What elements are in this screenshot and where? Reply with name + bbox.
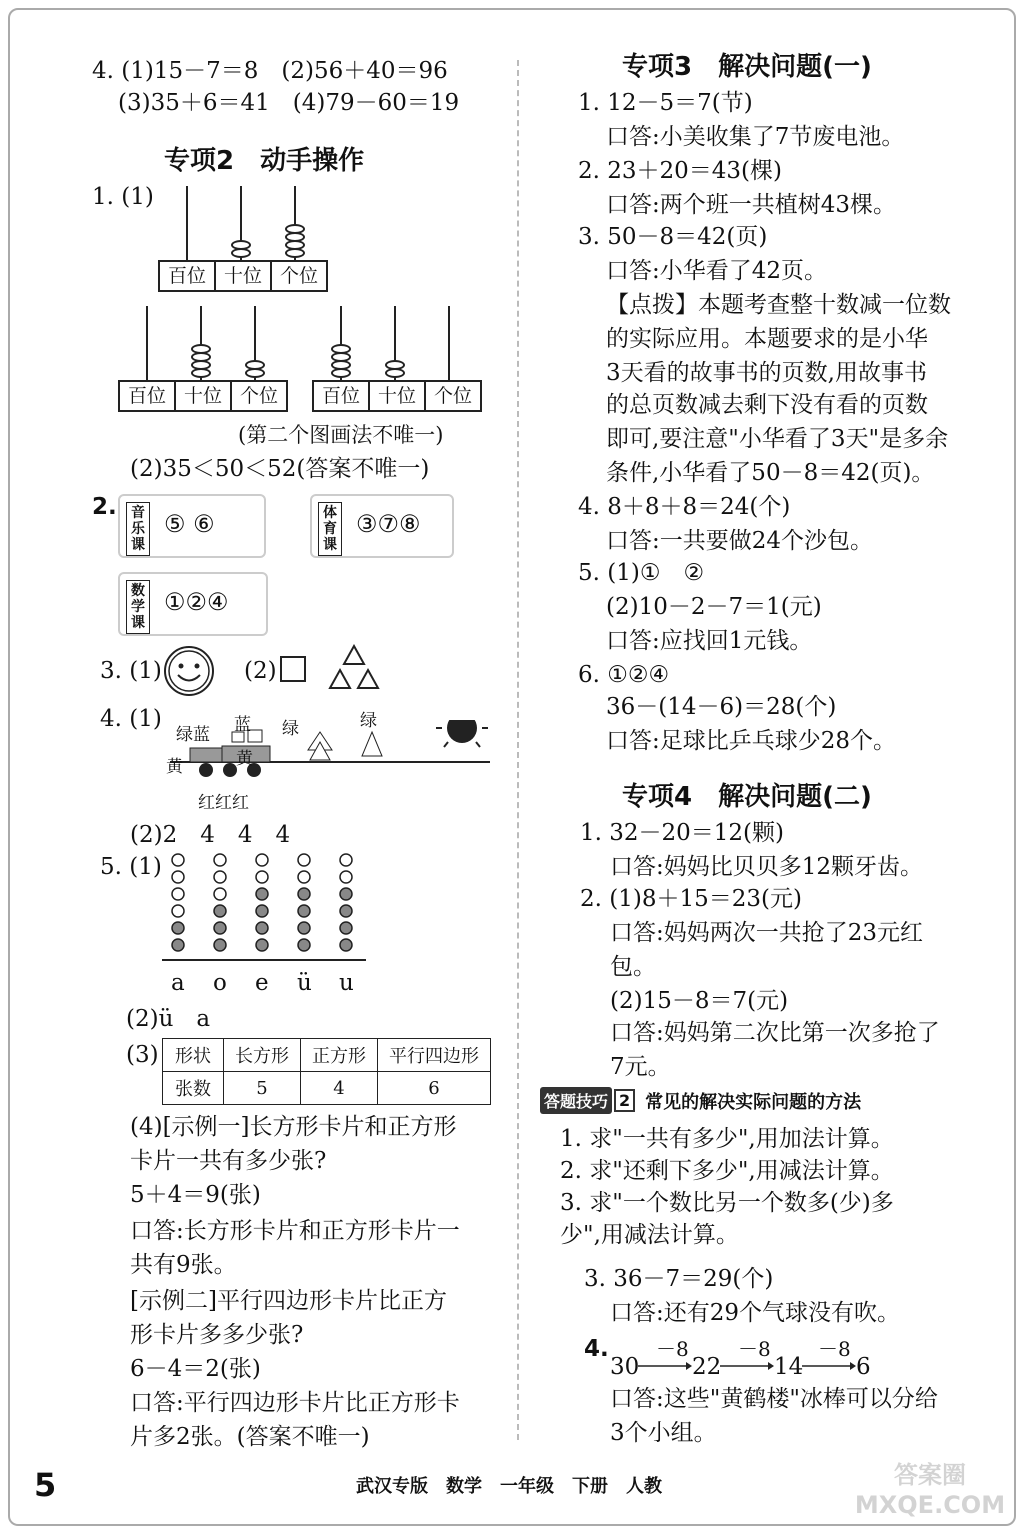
tip-tag: 答题技巧 <box>540 1087 612 1114</box>
abacus-label: 百位 <box>314 382 370 410</box>
q4-label-red: 红红红 <box>198 793 249 813</box>
text-line: (2)10－2－7＝1(元) <box>606 594 822 620</box>
q5-part3: (3) <box>126 1042 159 1068</box>
abacus-label: 个位 <box>279 265 318 287</box>
q1-part2: (2)35＜50＜52(答案不唯一) <box>130 456 430 482</box>
shape-count-table <box>162 1038 491 1105</box>
page-number: 5 <box>34 1466 57 1504</box>
text-line: 6. ①②④ <box>578 662 670 688</box>
q5-letter: e <box>255 970 269 996</box>
text-line: 条件,小华看了50－8＝42(页)。 <box>606 460 935 486</box>
text-line: 口答:足球比乒乓球少28个。 <box>606 728 897 754</box>
arrow-icon <box>638 1360 692 1372</box>
q3-answer: 口答:还有29个气球没有吹。 <box>610 1300 901 1326</box>
q5-letter: o <box>213 970 227 996</box>
text-line: 36－(14－6)＝28(个) <box>606 694 837 720</box>
section3-title: 专项3 解决问题(一) <box>622 52 872 82</box>
card-nums: ⑤ ⑥ <box>164 510 215 538</box>
q4-label-yellow: 黄 <box>166 757 183 777</box>
arrow-icon <box>720 1360 774 1372</box>
abacus-label: 个位 <box>239 385 278 407</box>
text-line: 口答:小美收集了7节废电池。 <box>606 124 905 150</box>
text-line: 2. (1)8＋15＝23(元) <box>580 886 802 912</box>
text-line: 包。 <box>610 954 656 980</box>
chain-op: －8 <box>656 1337 689 1361</box>
text-line: 的总页数减去剩下没有看的页数 <box>606 392 928 418</box>
table-header: 形状 <box>163 1039 224 1072</box>
text-line: 1. 12－5＝7(节) <box>578 90 753 116</box>
text-line: 口答:小华看了42页。 <box>606 258 828 284</box>
table-cell: 张数 <box>163 1072 224 1105</box>
text-line: 口答:两个班一共植树43棵。 <box>606 192 897 218</box>
text-line: 2. 23＋20＝43(棵) <box>578 158 783 184</box>
card-tag: 数学课 <box>126 580 150 634</box>
chain-value: 30 <box>610 1354 640 1380</box>
q4-label-green-blue: 绿蓝 <box>176 725 210 745</box>
q4-prefix: 4. (1) <box>100 706 162 732</box>
q5-part2: (2)ü a <box>126 1006 211 1032</box>
text-line: [示例二]平行四边形卡片比正方 <box>130 1288 447 1314</box>
text-line: 4. 8＋8＋8＝24(个) <box>578 494 791 520</box>
q3-part1: 3. (1) <box>100 658 162 684</box>
chain-value: 14 <box>774 1354 804 1380</box>
abacus-label: 十位 <box>370 382 426 410</box>
q3-part2: (2) <box>244 658 277 684</box>
q5-letter: u <box>339 970 354 996</box>
tip-number: 2 <box>614 1089 635 1112</box>
q4-label-blue: 蓝 <box>234 715 251 735</box>
text-line: 6－4＝2(张) <box>130 1356 261 1382</box>
text-line: 共有9张。 <box>130 1252 237 1278</box>
q4-prefix: 4. <box>584 1336 609 1362</box>
chain-value: 22 <box>692 1354 722 1380</box>
card-nums: ①②④ <box>164 588 229 616</box>
section4-title: 专项4 解决问题(二) <box>622 782 872 812</box>
table-header: 平行四边形 <box>378 1039 491 1072</box>
text-line: 【点拨】本题考查整十数减一位数 <box>606 292 951 318</box>
text-line: 口答:一共要做24个沙包。 <box>606 528 874 554</box>
text-line: 卡片一共有多少张? <box>130 1148 327 1174</box>
footer-text: 武汉专版 数学 一年级 下册 人教 <box>356 1476 662 1497</box>
arrow-icon <box>802 1360 856 1372</box>
q4-line2: (3)35＋6＝41 (4)79－60＝19 <box>118 90 460 116</box>
smiley-face-icon <box>162 644 216 698</box>
text-line: 7元。 <box>610 1054 671 1080</box>
q3-calc: 3. 36－7＝29(个) <box>584 1266 774 1292</box>
chain-op: －8 <box>818 1337 851 1361</box>
q5-letter: a <box>171 970 185 996</box>
text-line: (2)15－8＝7(元) <box>610 988 789 1014</box>
abacus-label: 个位 <box>433 385 472 407</box>
q4-label-green: 绿 <box>360 711 377 731</box>
triangles-icon <box>326 644 382 692</box>
table-cell: 4 <box>301 1072 378 1105</box>
card-tag: 体育课 <box>318 502 342 556</box>
section2-title: 专项2 动手操作 <box>164 146 365 176</box>
card-math <box>118 572 268 636</box>
text-line: 3天看的故事书的页数,用故事书 <box>606 360 927 386</box>
q4-answer: 口答:这些"黄鹤楼"冰棒可以分给 <box>610 1386 938 1412</box>
table-header: 长方形 <box>224 1039 301 1072</box>
text-line: 5＋4＝9(张) <box>130 1182 261 1208</box>
abacus-label: 百位 <box>160 262 216 290</box>
tip-box-header <box>540 1087 861 1114</box>
q4-label-green: 绿 <box>282 719 299 739</box>
text-line: 形卡片多多少张? <box>130 1322 304 1348</box>
q5-prefix: 5. (1) <box>100 854 162 880</box>
text-line: 1. 32－20＝12(颗) <box>580 820 785 846</box>
text-line: (4)[示例一]长方形卡片和正方形 <box>130 1114 457 1140</box>
square-icon <box>280 656 306 682</box>
tip-line: 3. 求"一个数比另一个数多(少)多 <box>560 1190 894 1216</box>
q4-part2: (2)2 4 4 4 <box>130 822 291 848</box>
text-line: 口答:妈妈两次一共抢了23元红 <box>610 920 924 946</box>
watermark-logo: 答案圈 MXQE.COM <box>854 1461 1006 1519</box>
text-line: 口答:妈妈第二次比第一次多抢了 <box>610 1020 940 1046</box>
text-line: 口答:应找回1元钱。 <box>606 628 813 654</box>
tip-line: 2. 求"还剩下多少",用减法计算。 <box>560 1158 894 1184</box>
chain-op: －8 <box>738 1337 771 1361</box>
table-cell: 5 <box>224 1072 301 1105</box>
text-line: 即可,要注意"小华看了3天"是多余 <box>606 426 949 452</box>
q4-line1: 4. (1)15－7＝8 (2)56＋40＝96 <box>92 58 448 84</box>
text-line: 3. 50－8＝42(页) <box>578 224 768 250</box>
card-tag: 音乐课 <box>126 502 150 556</box>
q1-prefix: 1. (1) <box>92 184 154 210</box>
text-line: 片多2张。(答案不唯一) <box>130 1424 370 1450</box>
q1-note: (第二个图画法不唯一) <box>238 423 444 447</box>
tip-line: 1. 求"一共有多少",用加法计算。 <box>560 1126 894 1152</box>
card-music <box>118 494 266 558</box>
q4-label-yellow: 黄 <box>236 749 253 769</box>
abacus-label: 十位 <box>176 382 232 410</box>
chain-value: 6 <box>856 1354 871 1380</box>
table-cell: 6 <box>378 1072 491 1105</box>
text-line: 的实际应用。本题要求的是小华 <box>606 326 928 352</box>
text-line: 口答:妈妈比贝贝多12颗牙齿。 <box>610 854 924 880</box>
q4-answer: 3个小组。 <box>610 1420 717 1446</box>
text-line: 口答:长方形卡片和正方形卡片一 <box>130 1218 460 1244</box>
text-line: 5. (1)① ② <box>578 560 705 586</box>
abacus-label: 百位 <box>120 382 176 410</box>
q5-bead-chart <box>160 850 370 970</box>
card-nums: ③⑦⑧ <box>356 510 421 538</box>
q2-prefix: 2. <box>92 494 117 520</box>
table-header: 正方形 <box>301 1039 378 1072</box>
tip-title: 常见的解决实际问题的方法 <box>645 1091 862 1113</box>
text-line: 口答:平行四边形卡片比正方形卡 <box>130 1390 460 1416</box>
card-pe <box>310 494 454 558</box>
tip-line: 少",用减法计算。 <box>560 1222 739 1248</box>
q5-letter: ü <box>297 970 312 996</box>
abacus-label: 十位 <box>216 262 272 290</box>
column-divider <box>517 60 519 1440</box>
